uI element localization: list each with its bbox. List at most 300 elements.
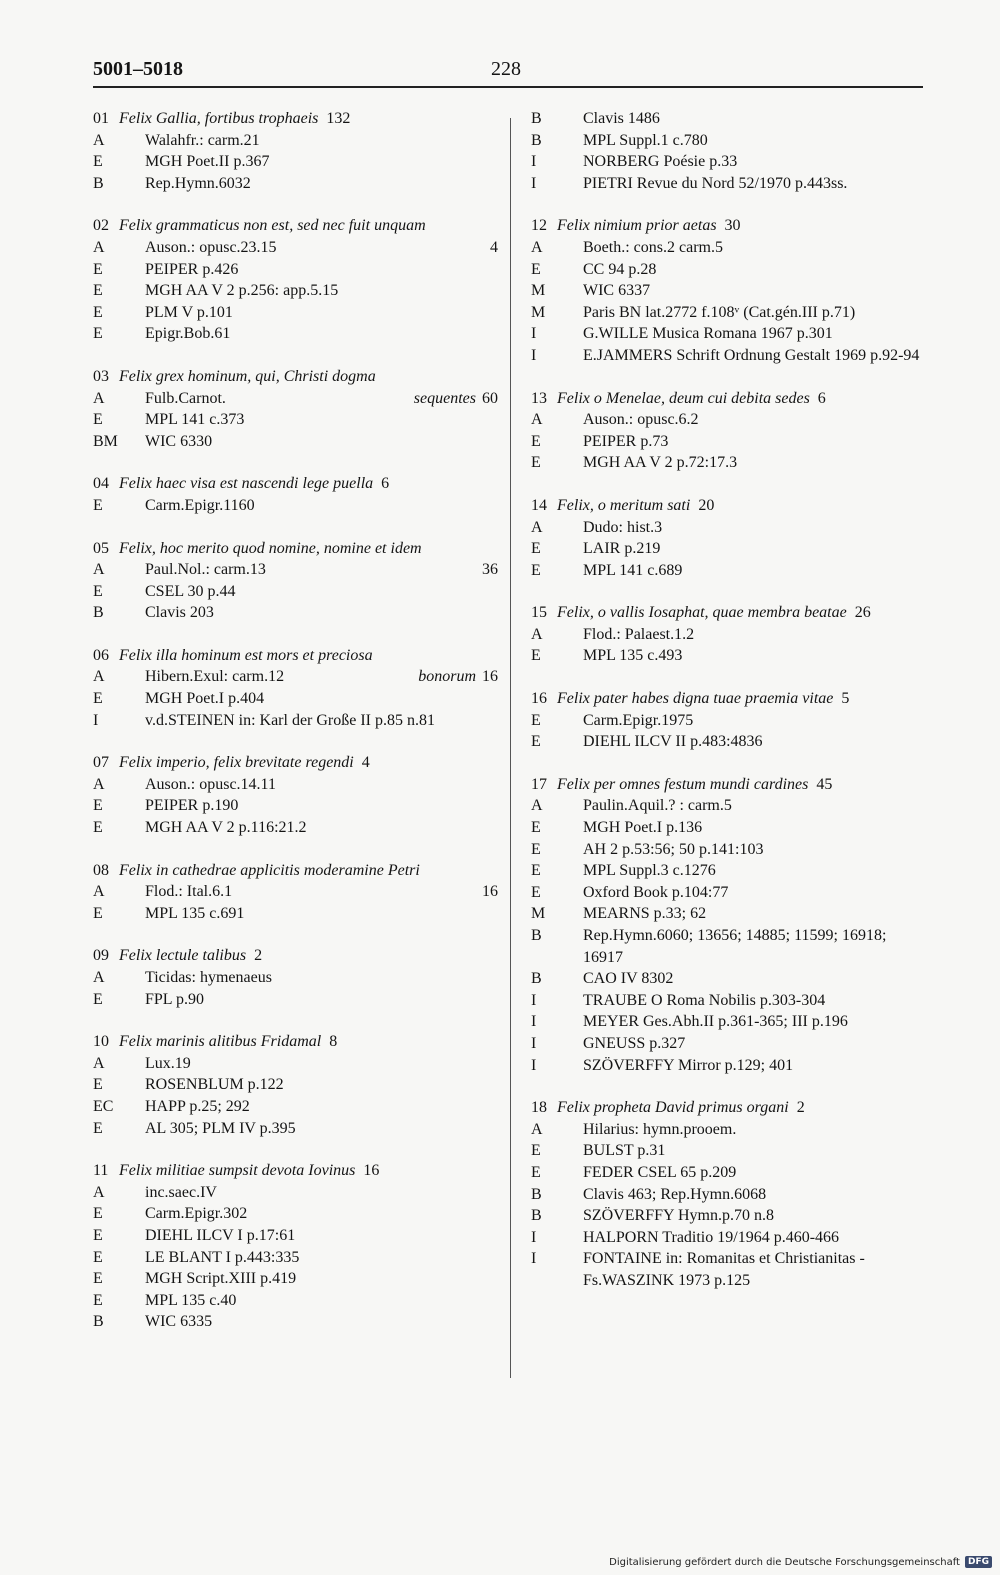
entry-number: 16	[531, 690, 547, 708]
reference-code: I	[531, 1013, 537, 1031]
reference-citation: AL 305; PLM IV p.395	[145, 1119, 296, 1137]
reference-citation: Carm.Epigr.1975	[583, 711, 694, 729]
reference-code: E	[93, 1226, 103, 1244]
left-column	[93, 108, 498, 1354]
entry-title: Felix nimium prior aetas	[557, 217, 717, 235]
reference-row	[531, 345, 926, 367]
reference-citation: Walahfr.: carm.21	[145, 131, 260, 149]
reference-code: E	[93, 303, 103, 321]
reference-code: E	[531, 432, 541, 450]
reference-text	[583, 517, 926, 539]
reference-citation: Boeth.: cons.2 carm.5	[583, 238, 723, 256]
reference-code: A	[93, 1054, 105, 1072]
reference-code: BM	[93, 432, 118, 450]
reference-row	[93, 559, 498, 581]
entry-heading	[93, 473, 498, 495]
reference-text	[145, 173, 498, 195]
reference-code: I	[531, 174, 537, 192]
reference-code: B	[93, 1313, 104, 1331]
entry-line-count: 20	[698, 496, 715, 514]
entry-number: 13	[531, 389, 547, 407]
reference-row	[531, 517, 926, 539]
reference-row	[531, 237, 926, 259]
reference-code: I	[93, 711, 99, 729]
reference-code: E	[531, 819, 541, 837]
reference-citation: MGH AA V 2 p.116:21.2	[145, 819, 307, 837]
entry-heading	[93, 752, 498, 774]
reference-code: A	[93, 389, 105, 407]
reference-code: E	[93, 411, 103, 429]
reference-row	[93, 1182, 498, 1204]
entry-number: 01	[93, 110, 109, 127]
entry-line-count: 2	[796, 1099, 805, 1117]
reference-citation: SZÖVERFFY Mirror p.129; 401	[583, 1056, 794, 1074]
reference-row	[531, 990, 926, 1012]
reference-code: A	[531, 411, 543, 429]
reference-citation: Auson.: opusc.6.2	[583, 411, 699, 429]
reference-code: I	[531, 1250, 537, 1268]
reference-row	[93, 1096, 498, 1118]
reference-code: E	[93, 819, 103, 837]
reference-citation: AH 2 p.53:56; 50 p.141:103	[583, 840, 764, 858]
reference-citation: MGH AA V 2 p.256: app.5.15	[145, 282, 339, 300]
reference-citation: Hibern.Exul: carm.12	[145, 668, 285, 686]
reference-citation: BULST p.31	[583, 1142, 666, 1160]
reference-citation: SZÖVERFFY Hymn.p.70 n.8	[583, 1207, 774, 1225]
reference-text	[583, 1033, 926, 1055]
reference-text	[145, 237, 498, 259]
right-column	[531, 108, 926, 1313]
reference-row	[93, 967, 498, 989]
entry-title: Felix lectule talibus	[119, 947, 247, 965]
entry-heading	[93, 645, 498, 667]
reference-text	[583, 302, 926, 324]
column-divider	[510, 118, 511, 1378]
reference-citation: Clavis 1486	[583, 110, 660, 127]
reference-text	[145, 431, 498, 453]
reference-row	[93, 409, 498, 431]
reference-code: B	[93, 604, 104, 622]
entry-title: Felix propheta David primus organi	[557, 1099, 789, 1117]
page-number: 228	[491, 58, 521, 80]
reference-code: E	[93, 153, 103, 171]
entry-line-count: 8	[329, 1033, 338, 1051]
reference-text	[583, 323, 926, 345]
reference-row	[93, 1074, 498, 1096]
reference-row	[93, 903, 498, 925]
entry	[93, 645, 498, 731]
reference-row	[93, 302, 498, 324]
reference-row	[93, 1268, 498, 1290]
reference-citation: DIEHL ILCV II p.483:4836	[583, 733, 763, 751]
reference-code: E	[531, 883, 541, 901]
reference-code: E	[531, 1163, 541, 1181]
reference-row	[531, 1248, 926, 1291]
entry-number: 06	[93, 646, 109, 664]
entry	[531, 1097, 926, 1291]
reference-text	[145, 1247, 498, 1269]
reference-code: E	[93, 797, 103, 815]
reference-row	[531, 538, 926, 560]
reference-citation: Flod.: Palaest.1.2	[583, 625, 695, 643]
reference-row	[93, 130, 498, 152]
reference-code: B	[93, 174, 104, 192]
entry-number: 02	[93, 217, 109, 235]
reference-line-count: 16	[482, 883, 498, 901]
reference-citation: Epigr.Bob.61	[145, 325, 231, 343]
entry-line-count: 2	[254, 947, 263, 965]
reference-text	[583, 839, 926, 861]
reference-text	[145, 323, 498, 345]
reference-text	[583, 1184, 926, 1206]
entry-title: Felix, o meritum sati	[557, 496, 691, 514]
reference-code: E	[531, 561, 541, 579]
reference-citation: MPL Suppl.3 c.1276	[583, 862, 716, 880]
reference-citation: PLM V p.101	[145, 303, 233, 321]
reference-row	[531, 839, 926, 861]
reference-row	[93, 1290, 498, 1312]
reference-text	[583, 1011, 926, 1033]
entry-heading	[93, 1160, 498, 1182]
reference-text	[145, 259, 498, 281]
reference-text	[583, 860, 926, 882]
reference-row	[531, 624, 926, 646]
reference-citation: Paris BN lat.2772 f.108ᵛ (Cat.gén.III p.71)	[583, 303, 856, 321]
reference-text	[583, 345, 926, 367]
reference-text	[583, 237, 926, 259]
entry-number: 17	[531, 775, 547, 793]
reference-citation: MPL 135 c.691	[145, 904, 245, 922]
reference-row	[93, 1311, 498, 1333]
reference-text	[145, 967, 498, 989]
reference-row	[93, 688, 498, 710]
reference-citation: Rep.Hymn.6060; 13656; 14885; 11599; 16918; 16917	[583, 927, 887, 966]
reference-text	[145, 710, 498, 732]
reference-citation: MPL 135 c.40	[145, 1291, 237, 1309]
reference-code: E	[531, 454, 541, 472]
reference-code: A	[531, 238, 543, 256]
entry-line-count: 16	[363, 1162, 380, 1180]
reference-citation: MEARNS p.33; 62	[583, 905, 707, 923]
reference-citation: WIC 6337	[583, 282, 651, 300]
reference-text	[583, 431, 926, 453]
reference-row	[531, 173, 926, 195]
reference-text	[145, 495, 498, 517]
entry-line-count: 26	[854, 604, 871, 622]
entry-heading	[93, 108, 498, 130]
reference-text	[583, 731, 926, 753]
reference-code: E	[531, 711, 541, 729]
reference-text	[145, 559, 498, 581]
reference-line-count: 16	[482, 668, 498, 686]
reference-code: E	[93, 325, 103, 343]
reference-row	[93, 237, 498, 259]
entry	[93, 473, 498, 516]
reference-code: E	[93, 496, 103, 514]
page-header	[93, 58, 923, 88]
reference-citation: LAIR p.219	[583, 540, 661, 558]
entry-heading	[531, 688, 926, 710]
entry-number: 10	[93, 1033, 109, 1051]
reference-row	[531, 280, 926, 302]
reference-row	[93, 1118, 498, 1140]
entry	[93, 538, 498, 624]
reference-row	[531, 130, 926, 152]
reference-citation: Fulb.Carnot.	[145, 389, 226, 407]
reference-citation: WIC 6330	[145, 432, 213, 450]
reference-code: E	[531, 647, 541, 665]
entry-line-count: 4	[361, 754, 370, 772]
reference-citation: Auson.: opusc.14.11	[145, 775, 276, 793]
reference-row	[93, 1203, 498, 1225]
reference-text	[583, 1248, 926, 1291]
reference-row	[93, 710, 498, 732]
reference-code: A	[93, 668, 105, 686]
reference-text	[583, 1119, 926, 1141]
reference-text	[145, 1268, 498, 1290]
entry	[93, 215, 498, 345]
reference-code: I	[531, 346, 537, 364]
reference-row	[531, 968, 926, 990]
reference-text	[145, 881, 498, 903]
reference-text	[145, 1182, 498, 1204]
entry-title: Felix per omnes festum mundi cardines	[557, 775, 809, 793]
reference-citation: FEDER CSEL 65 p.209	[583, 1163, 737, 1181]
reference-text	[583, 925, 926, 968]
reference-text	[583, 817, 926, 839]
entry-line-count: 30	[724, 217, 741, 235]
reference-code: E	[531, 733, 541, 751]
reference-text	[583, 990, 926, 1012]
reference-citation: inc.saec.IV	[145, 1183, 217, 1201]
reference-code: I	[531, 325, 537, 343]
reference-row	[93, 280, 498, 302]
reference-code: E	[93, 690, 103, 708]
entry	[93, 1160, 498, 1333]
reference-text	[145, 151, 498, 173]
entry	[531, 602, 926, 667]
entry	[531, 108, 926, 194]
reference-row	[531, 1162, 926, 1184]
reference-code: A	[93, 561, 105, 579]
entry-number: 08	[93, 861, 109, 879]
reference-citation: Ticidas: hymenaeus	[145, 969, 272, 986]
reference-row	[531, 1205, 926, 1227]
entry-title: Felix pater habes digna tuae praemia vitae	[557, 690, 834, 708]
reference-text	[583, 173, 926, 195]
reference-note: sequentes	[413, 389, 476, 407]
reference-text	[583, 968, 926, 990]
reference-code: A	[93, 238, 105, 256]
reference-row	[531, 795, 926, 817]
reference-text	[583, 710, 926, 732]
reference-text	[583, 130, 926, 152]
reference-row	[93, 602, 498, 624]
reference-citation: LE BLANT I p.443:335	[145, 1248, 300, 1266]
reference-citation: CSEL 30 p.44	[145, 582, 236, 600]
entry-title: Felix grex hominum, qui, Christi dogma	[119, 367, 376, 385]
reference-text	[583, 882, 926, 904]
reference-citation: MGH Poet.I p.136	[583, 819, 703, 837]
entry-title: Felix militiae sumpsit devota Iovinus	[119, 1162, 356, 1180]
reference-text	[583, 409, 926, 431]
reference-row	[531, 151, 926, 173]
reference-citation: DIEHL ILCV I p.17:61	[145, 1226, 296, 1244]
reference-row	[93, 1225, 498, 1247]
reference-text	[145, 1203, 498, 1225]
entry-title: Felix haec visa est nascendi lege puella	[119, 475, 374, 493]
reference-code: A	[531, 518, 543, 536]
reference-code: E	[531, 260, 541, 278]
reference-code: B	[531, 970, 542, 988]
reference-citation: ROSENBLUM p.122	[145, 1076, 284, 1094]
reference-code: A	[531, 625, 543, 643]
entry-heading	[531, 774, 926, 796]
entry-heading	[93, 1031, 498, 1053]
entry-heading	[93, 860, 498, 882]
reference-citation: MGH Script.XIII p.419	[145, 1270, 297, 1288]
reference-row	[93, 259, 498, 281]
reference-row	[93, 989, 498, 1011]
reference-code: B	[531, 110, 542, 127]
reference-citation: PEIPER p.73	[583, 432, 669, 450]
reference-code: B	[531, 1207, 542, 1225]
reference-citation: FPL p.90	[145, 990, 204, 1008]
reference-text	[145, 581, 498, 603]
reference-code: EC	[93, 1097, 114, 1115]
entry-heading	[531, 495, 926, 517]
entry-number: 12	[531, 217, 547, 235]
footer-text: Digitalisierung gefördert durch die Deutsche Forschungsgemeinschaft	[609, 1556, 960, 1568]
reference-text	[145, 795, 498, 817]
reference-row	[531, 259, 926, 281]
reference-text	[583, 151, 926, 173]
reference-row	[531, 710, 926, 732]
entry-title: Felix in cathedrae applicitis moderamine Petri	[119, 861, 420, 879]
reference-text	[583, 259, 926, 281]
entry-number: 05	[93, 539, 109, 557]
entry-heading	[531, 602, 926, 624]
reference-code: A	[531, 797, 543, 815]
reference-citation: Clavis 203	[145, 604, 214, 622]
entry	[93, 752, 498, 838]
reference-citation: PEIPER p.190	[145, 797, 239, 815]
reference-code: E	[93, 990, 103, 1008]
reference-citation: MPL 135 c.493	[583, 647, 683, 665]
entry-line-count: 132	[326, 110, 351, 127]
entry-number: 03	[93, 367, 109, 385]
reference-code: E	[93, 904, 103, 922]
reference-row	[531, 731, 926, 753]
reference-text	[583, 538, 926, 560]
entry-title: Felix illa hominum est mors et preciosa	[119, 646, 373, 664]
reference-citation: WIC 6335	[145, 1313, 213, 1331]
reference-row	[531, 1184, 926, 1206]
reference-row	[531, 452, 926, 474]
reference-citation: GNEUSS p.327	[583, 1034, 686, 1052]
entry-number: 14	[531, 496, 547, 514]
reference-code: M	[531, 282, 546, 300]
entry-heading	[93, 538, 498, 560]
entry-line-count: 6	[381, 475, 390, 493]
reference-row	[93, 774, 498, 796]
reference-text	[145, 1311, 498, 1333]
reference-citation: MGH Poet.I p.404	[145, 690, 265, 708]
reference-row	[531, 817, 926, 839]
reference-code: M	[531, 303, 546, 321]
reference-code: A	[93, 969, 105, 986]
entry	[93, 860, 498, 925]
reference-line-count: 60	[482, 389, 498, 407]
footer	[609, 1556, 992, 1568]
reference-text	[145, 280, 498, 302]
entry-title: Felix marinis alitibus Fridamal	[119, 1033, 322, 1051]
reference-text	[583, 452, 926, 474]
reference-text	[145, 602, 498, 624]
reference-citation: Rep.Hymn.6032	[145, 174, 251, 192]
reference-citation: MGH Poet.II p.367	[145, 153, 270, 171]
reference-citation: Lux.19	[145, 1054, 191, 1072]
reference-row	[531, 302, 926, 324]
entry	[93, 366, 498, 452]
reference-text	[145, 1118, 498, 1140]
reference-row	[93, 431, 498, 453]
reference-row	[531, 860, 926, 882]
reference-text	[583, 645, 926, 667]
reference-text	[583, 624, 926, 646]
reference-code: A	[531, 1120, 543, 1138]
reference-citation: NORBERG Poésie p.33	[583, 153, 738, 171]
reference-code: E	[93, 1119, 103, 1137]
reference-row	[93, 151, 498, 173]
reference-citation: v.d.STEINEN in: Karl der Große II p.85 n.81	[145, 711, 436, 729]
reference-citation: CAO IV 8302	[583, 970, 674, 988]
reference-row	[531, 323, 926, 345]
reference-text	[583, 108, 926, 130]
reference-code: E	[531, 840, 541, 858]
reference-row	[531, 925, 926, 968]
reference-citation: HAPP p.25; 292	[145, 1097, 250, 1115]
reference-code: E	[531, 540, 541, 558]
reference-text	[145, 1096, 498, 1118]
entry-number: 09	[93, 947, 109, 965]
reference-row	[531, 903, 926, 925]
reference-code: I	[531, 991, 537, 1009]
reference-text	[145, 817, 498, 839]
reference-text	[583, 1140, 926, 1162]
entry-line-count: 45	[816, 775, 833, 793]
reference-citation: MGH AA V 2 p.72:17.3	[583, 454, 738, 472]
reference-row	[93, 173, 498, 195]
reference-text	[145, 989, 498, 1011]
entry-heading	[531, 1097, 926, 1119]
reference-citation: Clavis 463; Rep.Hymn.6068	[583, 1185, 767, 1203]
entry-title: Felix imperio, felix brevitate regendi	[119, 754, 354, 772]
entry-range: 5001–5018	[93, 58, 183, 80]
entry	[531, 215, 926, 366]
entry	[93, 945, 498, 1010]
reference-citation: Flod.: Ital.6.1	[145, 883, 233, 901]
reference-text	[145, 1290, 498, 1312]
entry	[531, 388, 926, 474]
reference-code: B	[531, 927, 542, 944]
reference-row	[93, 495, 498, 517]
reference-citation: G.WILLE Musica Romana 1967 p.301	[583, 325, 833, 343]
reference-row	[93, 388, 498, 410]
entry-title: Felix grammaticus non est, sed nec fuit unquam	[119, 217, 426, 235]
entry	[93, 108, 498, 194]
reference-text	[583, 1162, 926, 1184]
